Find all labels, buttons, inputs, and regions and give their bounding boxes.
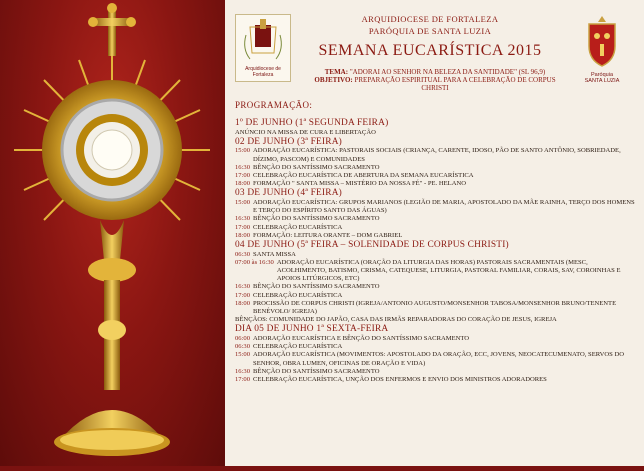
tema-text: "ADORAI AO SENHOR NA BELEZA DA SANTIDADE" (SL 96,9) bbox=[349, 68, 546, 76]
schedule-text: CELEBRAÇÃO EUCARÍSTICA DE ABERTURA DA SEMANA EUCARÍSTICA bbox=[253, 172, 474, 179]
schedule-time: 15:00 bbox=[235, 351, 251, 359]
schedule-item bbox=[235, 368, 637, 376]
schedule-text: SANTA MISSA bbox=[253, 250, 296, 258]
schedule-item bbox=[235, 376, 637, 384]
logo-left-caption: Arquidiocese de Fortaleza bbox=[245, 66, 281, 78]
schedule-item bbox=[235, 129, 637, 137]
schedule-time: 18:00 bbox=[235, 299, 251, 307]
schedule-item bbox=[235, 232, 637, 240]
schedule-item bbox=[235, 335, 637, 343]
program-panel bbox=[225, 0, 644, 466]
schedule-item bbox=[235, 224, 637, 232]
schedule-time: 06:30 bbox=[235, 250, 251, 258]
org-line-1: ARQUIDIOCESE DE FORTALEZA bbox=[361, 14, 499, 24]
schedule-time: 06:00 bbox=[235, 335, 251, 343]
tema-label: TEMA: bbox=[324, 68, 349, 76]
schedule-time: 06:30 bbox=[235, 343, 251, 351]
day-heading: 04 DE JUNHO (5ª FEIRA – SOLENIDADE DE CORPUS CHRISTI) bbox=[235, 240, 509, 251]
schedule-item bbox=[235, 164, 637, 172]
objetivo-text: PREPARAÇÃO ESPIRITUAL PARA A CELEBRAÇÃO DE CORPUS CHRISTI bbox=[354, 76, 556, 92]
schedule-item bbox=[235, 283, 637, 291]
schedule-time: 16:30 bbox=[235, 215, 251, 223]
schedule-text: PROCISSÃO DE CORPUS CHRISTI (IGREJA/ANTONIO AUGUSTO/MONSENHOR TABOSA/MONSENHOR BRUNO/TENENTE BENÉVOLO/ IGREJA) bbox=[253, 299, 617, 316]
schedule-text: ADORAÇÃO EUCARÍSTICA (ORAÇÃO DA LITURGIA DAS HORAS) PASTORAIS SACRAMENTAIS (MESC, ACOLHIMENTO, BATISMO, CRISMA, CATEQUESE, LITURGIA, PASTORAL FAMILIAR, CORAIS, SAV, COROINHAS E APOIOS LITÚRGICOS, ETC) bbox=[276, 258, 621, 283]
schedule-time: 16:30 bbox=[235, 283, 251, 291]
schedule-text: BÊNÇÃO DO SANTÍSSIMO SACRAMENTO bbox=[253, 215, 380, 223]
schedule-text: CELEBRAÇÃO EUCARÍSTICA bbox=[253, 291, 343, 299]
schedule-text: ADORAÇÃO EUCARÍSTICA: GRUPOS MARIANOS (LEGIÃO DE MARIA, APOSTOLADO DA MÃE RAINHA, TERÇO DOS HOMENS E TERÇO DO ESPÍRITO SANTO DAS ÁGUAS) bbox=[253, 199, 635, 215]
schedule-time: 16:30 bbox=[235, 367, 251, 375]
schedule-time: 15:00 bbox=[235, 199, 251, 206]
schedule-item bbox=[235, 292, 637, 300]
page-title: SEMANA EUCARÍSTICA 2015 bbox=[318, 42, 542, 59]
schedule-text: FORMAÇÃO " SANTA MISSA – MISTÉRIO DA NOSSA FÉ" - PE. HELANO bbox=[253, 180, 466, 188]
shield-icon bbox=[577, 14, 627, 70]
schedule-text: CELEBRAÇÃO EUCARÍSTICA bbox=[253, 343, 343, 351]
schedule-text: FORMAÇÃO: LEITURA ORANTE – DOM GABRIEL bbox=[253, 231, 403, 239]
schedule-time: 16:30 bbox=[235, 163, 251, 171]
schedule-time: 17:00 bbox=[235, 172, 251, 179]
schedule-text: ADORAÇÃO EUCARÍSTICA: PASTORAIS SOCIAIS (CRIANÇA, CARENTE, IDOSO, PÃO DE SANTO ANTÔNIO, SOBRIEDADE, DÍZIMO, PASCOM) E COMUNIDADES bbox=[253, 147, 621, 163]
schedule-item bbox=[235, 215, 637, 223]
org-line-2: PARÓQUIA DE SANTA LUZIA bbox=[368, 26, 492, 36]
schedule-text: CELEBRAÇÃO EUCARÍSTICA, UNÇÃO DOS ENFERMOS E ENVIO DOS MINISTROS ADORADORES bbox=[253, 376, 547, 384]
programacao-label: PROGRAMAÇÃO: bbox=[235, 100, 313, 110]
day-heading: 02 DE JUNHO (3ª FEIRA) bbox=[235, 136, 342, 147]
parish-logo bbox=[577, 14, 627, 84]
day-heading: DIA 05 DE JUNHO 1ª SEXTA-FEIRA bbox=[235, 324, 389, 335]
program-content bbox=[235, 118, 637, 384]
schedule-time: 15:00 bbox=[235, 147, 251, 155]
schedule-item bbox=[235, 300, 637, 316]
schedule-item bbox=[235, 199, 637, 215]
objetivo-label: OBJETIVO: bbox=[314, 76, 353, 84]
schedule-time: 18:00 bbox=[235, 231, 251, 239]
schedule-text: BÊNÇÃO DO SANTÍSSIMO SACRAMENTO bbox=[253, 367, 380, 375]
schedule-item bbox=[235, 147, 637, 163]
schedule-text: ADORAÇÃO EUCARÍSTICA (MOVIMENTOS: APOSTOLADO DA ORAÇÃO, ECC, JOVENS, NEOCATECUMENATO, SERVOS DO SENHOR, OBRA LUMEN, OFICINAS DE ORAÇÃO E VIDA) bbox=[253, 351, 624, 367]
monstrance-icon bbox=[0, 0, 225, 466]
monstrance-panel bbox=[0, 0, 225, 466]
schedule-time: 18:00 bbox=[235, 180, 251, 188]
schedule-text: ANÚNCIO NA MISSA DE CURA E LIBERTAÇÃO bbox=[235, 128, 376, 136]
schedule-time: 17:00 bbox=[235, 223, 251, 231]
archdiocese-logo bbox=[235, 14, 291, 82]
logo-right-caption: Paróquia SANTA LUZIA bbox=[584, 72, 620, 84]
schedule-text: CELEBRAÇÃO EUCARÍSTICA bbox=[253, 223, 343, 231]
schedule-time: 17:00 bbox=[235, 376, 251, 384]
header bbox=[225, 0, 644, 100]
coat-of-arms-icon bbox=[236, 15, 290, 65]
day-heading: 1º DE JUNHO (1ª SEGUNDA FEIRA) bbox=[235, 118, 389, 128]
schedule-text: BÊNÇÃO DO SANTÍSSIMO SACRAMENTO bbox=[253, 163, 380, 171]
day-heading: 03 DE JUNHO (4ª FEIRA) bbox=[235, 188, 342, 199]
schedule-item bbox=[235, 172, 637, 180]
schedule-text: BÊNÇÃOS: COMUNIDADE DO JAPÃO, CASA DAS IRMÃS REPARADORAS DO CORAÇÃO DE JESUS, IGREJA bbox=[235, 316, 557, 324]
schedule-item bbox=[235, 351, 637, 367]
schedule-item bbox=[235, 259, 637, 284]
schedule-time: 17:00 bbox=[235, 291, 251, 299]
tema-block bbox=[305, 68, 565, 92]
schedule-text: ADORAÇÃO EUCARÍSTICA E BÊNÇÃO DO SANTÍSSIMO SACRAMENTO bbox=[253, 335, 470, 343]
schedule-text: BÊNÇÃO DO SANTÍSSIMO SACRAMENTO bbox=[253, 283, 380, 291]
schedule-item bbox=[235, 316, 637, 324]
schedule-item bbox=[235, 251, 637, 259]
schedule-time: 07:00 às 16:30 bbox=[235, 258, 274, 266]
